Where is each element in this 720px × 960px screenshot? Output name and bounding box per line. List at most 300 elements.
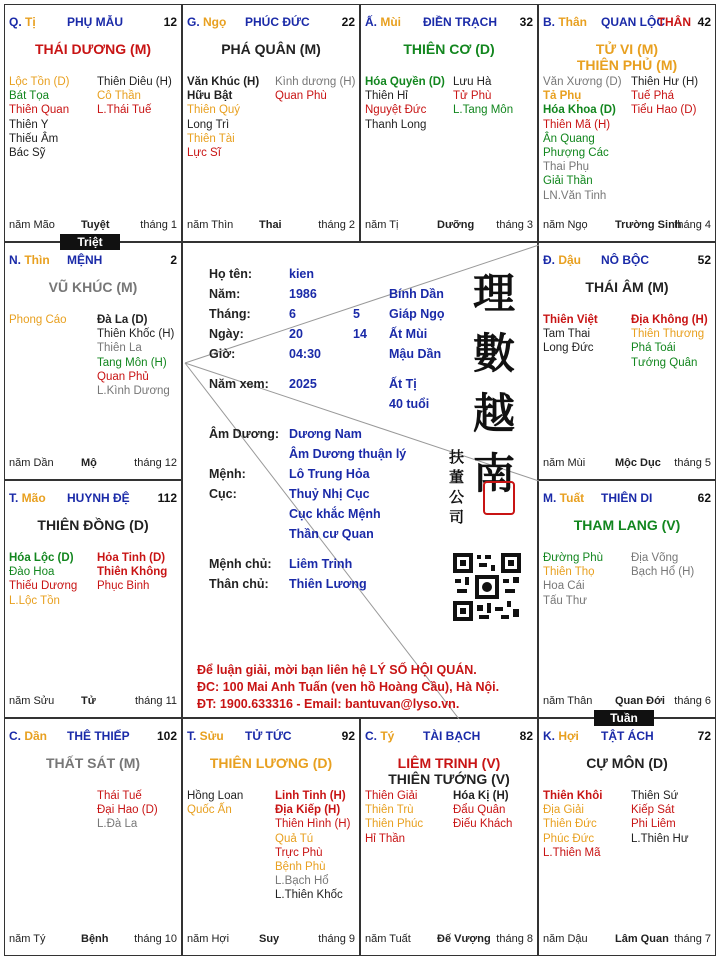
- palace-year: năm Tuất: [365, 933, 411, 945]
- palace-name: THÊ THIẾP: [67, 729, 130, 743]
- age: 40 tuổi: [389, 397, 430, 411]
- palace-ngo: [182, 4, 360, 242]
- seal-small-1: 扶: [449, 448, 465, 466]
- minor-star: Thanh Long: [365, 118, 427, 131]
- palace-footer: [365, 933, 533, 947]
- minor-star: Phúc Đức: [543, 832, 595, 845]
- minor-star: Điếu Khách: [453, 818, 513, 831]
- minor-star: Long Trì: [187, 118, 230, 131]
- main-star: THẤT SÁT (M): [45, 755, 141, 771]
- amduong-value: Dương Nam: [289, 427, 362, 441]
- palace-month: tháng 9: [318, 933, 355, 945]
- palace-branch: [543, 15, 587, 29]
- minor-star: Thiếu Dương: [9, 580, 78, 593]
- palace-stage: Suy: [259, 933, 280, 945]
- day-label: Ngày:: [209, 327, 244, 341]
- star-column-left: [543, 551, 603, 608]
- palace-year: năm Hợi: [187, 933, 230, 945]
- palace-stem: B.: [543, 15, 559, 29]
- minor-star: L.Kình Dương: [97, 385, 170, 398]
- minor-star: Đà La (D): [97, 314, 148, 326]
- hour-value: 04:30: [289, 347, 321, 361]
- palace-branch-name: Hợi: [558, 729, 579, 743]
- minor-star: Thiếu Âm: [9, 132, 59, 145]
- star-column-left: [9, 313, 67, 327]
- contact-address: ĐC: 100 Mai Anh Tuấn (ven hồ Hoàng Cầu), Hà Nội.: [197, 680, 500, 694]
- year-label: Năm:: [209, 287, 241, 301]
- minor-star: Thiên Tài: [187, 132, 235, 145]
- month-value: 6: [289, 307, 296, 321]
- cuc-note: Cục khắc Mệnh: [289, 507, 381, 521]
- hour-canchi: Mậu Dần: [389, 347, 442, 361]
- minor-star: Kình dương (H): [275, 76, 356, 88]
- minor-star: Quốc Ấn: [187, 804, 232, 817]
- minor-star: Thiên Hư (H): [631, 76, 699, 88]
- palace-stage: Tử: [81, 695, 96, 707]
- palace-header: [365, 729, 533, 745]
- palace-stem: T.: [187, 729, 200, 743]
- minor-star: Phục Binh: [97, 580, 150, 593]
- palace-stem: K.: [543, 729, 559, 743]
- minor-star: Thiên Thương: [631, 328, 705, 341]
- main-star: THIÊN ĐỒNG (D): [37, 517, 149, 533]
- minor-star: Bát Tọa: [9, 90, 50, 103]
- minor-star: Hóa Khoa (D): [543, 104, 616, 117]
- palace-stem: C.: [365, 729, 381, 743]
- main-star: THIÊN LƯƠNG (D): [209, 755, 333, 771]
- palace-hoi: [538, 718, 716, 956]
- triet-marker: Triệt: [60, 234, 120, 250]
- palace-dan: [4, 718, 182, 956]
- palace-footer: [365, 219, 533, 233]
- palace-mui: [360, 4, 538, 242]
- day-canchi: Ất Mùi: [389, 327, 428, 341]
- minor-star: Hoa Cái: [543, 580, 585, 593]
- minor-star: Thai Phụ: [543, 161, 590, 174]
- seal-small-4: 司: [449, 508, 465, 526]
- palace-footer: [543, 219, 711, 233]
- palace-number: 52: [697, 253, 711, 267]
- palace-branch: [543, 491, 584, 505]
- minor-star: Thiên Khốc (H): [97, 328, 175, 341]
- tuan-marker: Tuần: [594, 710, 654, 726]
- minor-star: Thiên Sứ: [631, 790, 679, 802]
- palace-number: 42: [697, 15, 711, 29]
- minor-star: L.Thiên Khốc: [275, 889, 343, 902]
- palace-name: THIÊN DI: [601, 491, 653, 505]
- star-column-left: [187, 789, 243, 817]
- palace-stem: T.: [9, 491, 22, 505]
- minor-star: Bác Sỹ: [9, 147, 46, 160]
- seal-char-3: 越: [473, 389, 516, 438]
- palace-header: [365, 15, 533, 31]
- star-column-left: [365, 789, 423, 846]
- star-column-right: [453, 789, 512, 832]
- palace-stem: C.: [9, 729, 25, 743]
- day-lunar: 14: [353, 327, 367, 341]
- minor-star: Phượng Các: [543, 147, 609, 160]
- palace-branch-name: Sửu: [199, 729, 224, 743]
- minor-star: Lộc Tồn (D): [9, 76, 70, 88]
- palace-header: [9, 15, 177, 31]
- palace-month: tháng 12: [134, 457, 177, 469]
- minor-star: Hỏa Tinh (D): [97, 552, 166, 564]
- seal-small-2: 董: [449, 468, 465, 486]
- center-info-panel: [182, 242, 538, 718]
- seal-char-2: 數: [473, 329, 516, 378]
- tuvi-chart: [4, 4, 716, 956]
- minor-star: Thiên Đức: [543, 818, 597, 831]
- minor-star: Thiên Hỉ: [365, 90, 408, 103]
- palace-stem: N.: [9, 253, 25, 267]
- cuc-label: Cục:: [209, 487, 237, 501]
- palace-stem: G.: [187, 15, 204, 29]
- seal-char-1: 理: [473, 269, 516, 318]
- main-star: VŨ KHÚC (M): [48, 279, 138, 295]
- palace-number: 62: [697, 491, 711, 505]
- minor-star: Phi Liêm: [631, 818, 676, 831]
- minor-star: Thiên Không: [97, 566, 168, 579]
- minor-star: Ân Quang: [543, 132, 595, 145]
- palace-branch-name: Dậu: [558, 253, 582, 267]
- palace-year: năm Mão: [9, 219, 55, 231]
- palace-footer: [9, 457, 177, 471]
- palace-mao: [4, 480, 182, 718]
- menh-chu-value: Liêm Trinh: [289, 557, 353, 571]
- than-marker: THÂN: [657, 15, 691, 29]
- minor-star: L.Đà La: [97, 818, 138, 831]
- view-year-value: 2025: [289, 377, 317, 391]
- palace-branch: [543, 729, 579, 743]
- amduong-note: Âm Dương thuận lý: [289, 447, 407, 461]
- minor-star: Thiên Mã (H): [543, 118, 611, 131]
- palace-branch: [9, 491, 46, 505]
- menh-value: Lô Trung Hỏa: [289, 467, 370, 481]
- palace-number: 32: [519, 15, 533, 29]
- palace-header: [9, 491, 177, 507]
- palace-name: NÔ BỘC: [601, 253, 649, 267]
- red-stamp-icon: [483, 481, 515, 515]
- palace-stage: Dưỡng: [437, 219, 475, 231]
- palace-year: năm Mùi: [543, 457, 586, 469]
- name-value: kien: [289, 267, 315, 281]
- star-column-left: [543, 789, 602, 860]
- palace-branch: [187, 15, 226, 29]
- palace-year: năm Dậu: [543, 933, 588, 945]
- contact-phone-email[interactable]: ĐT: 1900.633316 - Email: bantuvan@lyso.vn.: [197, 697, 460, 711]
- minor-star: Tả Phụ: [543, 90, 582, 103]
- main-star: LIÊM TRINH (V): [397, 755, 501, 771]
- star-column-right: [97, 75, 172, 118]
- palace-name: TẬT ÁCH: [601, 729, 654, 743]
- palace-month: tháng 10: [134, 933, 177, 945]
- palace-month: tháng 11: [134, 695, 177, 707]
- palace-branch-name: Tý: [380, 729, 395, 743]
- minor-star: L.Thái Tuế: [97, 104, 152, 117]
- minor-star: Thiên Khôi: [543, 790, 603, 802]
- palace-branch-name: Thân: [558, 15, 588, 29]
- menh-chu-label: Mệnh chủ:: [209, 557, 272, 571]
- palace-year: năm Ngọ: [543, 219, 588, 231]
- than-chu-value: Thiên Lương: [289, 577, 367, 591]
- minor-star: Tam Thai: [543, 328, 591, 341]
- main-star: THÁI ÂM (M): [585, 279, 669, 295]
- view-canchi: Ất Tị: [389, 377, 417, 391]
- star-column-left: [365, 75, 445, 132]
- star-column-right: [631, 789, 689, 846]
- minor-star: Thiên Hình (H): [275, 818, 351, 831]
- minor-star: Hỉ Thần: [365, 832, 406, 845]
- palace-suu: [182, 718, 360, 956]
- palace-year: năm Dần: [9, 457, 54, 469]
- minor-star: L.Bạch Hổ: [275, 875, 329, 888]
- palace-branch-name: Dần: [24, 729, 48, 743]
- star-column-right: [97, 789, 158, 832]
- seal-char-4: 南: [473, 449, 516, 498]
- star-column-left: [543, 75, 622, 203]
- minor-star: Thiên Quý: [187, 104, 241, 117]
- palace-month: tháng 8: [496, 933, 533, 945]
- palace-name: MỆNH: [67, 253, 103, 267]
- cuc-note2: Thần cư Quan: [289, 527, 374, 541]
- palace-tuat: [538, 480, 716, 718]
- palace-stem: Ấ.: [365, 15, 381, 29]
- minor-star: Thiên Y: [9, 118, 49, 131]
- month-label: Tháng:: [209, 307, 251, 321]
- year-value: 1986: [289, 287, 317, 301]
- palace-stage: Thai: [259, 219, 282, 231]
- palace-branch: [365, 729, 394, 743]
- palace-branch: [9, 15, 36, 29]
- main-star: PHÁ QUÂN (M): [221, 41, 321, 57]
- minor-star: Kiếp Sát: [631, 804, 675, 817]
- palace-stem: M.: [543, 491, 560, 505]
- palace-year: năm Thìn: [187, 219, 234, 231]
- minor-star: Quan Phù: [275, 90, 327, 103]
- minor-star: Thiên Phúc: [365, 818, 424, 831]
- palace-footer: [9, 933, 177, 947]
- minor-star: Quả Tú: [275, 832, 314, 845]
- palace-footer: [187, 933, 355, 947]
- minor-star: Lực Sĩ: [187, 147, 221, 160]
- year-canchi: Bính Dần: [389, 287, 444, 301]
- minor-star: Hóa Quyền (D): [365, 76, 445, 88]
- minor-star: Địa Giải: [543, 804, 584, 817]
- minor-star: Đào Hoa: [9, 566, 55, 579]
- palace-branch: [543, 253, 581, 267]
- star-column-right: [631, 75, 698, 118]
- palace-month: tháng 5: [674, 457, 711, 469]
- palace-than: [538, 4, 716, 242]
- minor-star: Thiên La: [97, 342, 142, 355]
- day-value: 20: [289, 327, 303, 341]
- palace-name: TỬ TỨC: [245, 729, 292, 743]
- main-star: THAM LANG (V): [573, 517, 681, 533]
- palace-branch: [9, 253, 50, 267]
- minor-star: Nguyệt Đức: [365, 104, 427, 117]
- minor-star: Phá Toái: [631, 342, 676, 355]
- star-column-right: [275, 75, 355, 103]
- palace-stage: Đế Vượng: [437, 933, 491, 945]
- amduong-label: Âm Dương:: [209, 427, 280, 441]
- palace-footer: [187, 219, 355, 233]
- minor-star: Địa Võng: [631, 552, 679, 564]
- minor-star: Trực Phù: [275, 846, 323, 859]
- palace-month: tháng 6: [674, 695, 711, 707]
- minor-star: Bệnh Phù: [275, 861, 326, 874]
- minor-star: Phong Cáo: [9, 314, 67, 326]
- palace-stage: Mộ: [81, 457, 97, 469]
- minor-star: Thiên Giải: [365, 790, 418, 802]
- minor-star: Quan Phủ: [97, 370, 149, 383]
- minor-star: Thái Tuế: [97, 790, 142, 802]
- palace-number: 102: [156, 729, 177, 743]
- palace-name: ĐIỀN TRẠCH: [423, 15, 497, 29]
- main-star: TỬ VI (M): [595, 41, 659, 57]
- minor-star: Tử Phù: [453, 90, 492, 103]
- palace-number: 12: [163, 15, 177, 29]
- month-canchi: Giáp Ngọ: [389, 307, 445, 321]
- minor-star: Thiên Diêu (H): [97, 76, 172, 88]
- minor-star: LN.Văn Tinh: [543, 189, 607, 202]
- palace-name: PHỤ MẪU: [67, 15, 123, 29]
- palace-stem: Q.: [9, 15, 26, 29]
- star-column-right: [631, 313, 708, 370]
- minor-star: Linh Tinh (H): [275, 790, 346, 802]
- palace-branch-name: Mùi: [380, 15, 402, 29]
- palace-footer: [543, 695, 711, 709]
- minor-star: Hóa Lộc (D): [9, 552, 74, 564]
- palace-branch: [365, 15, 401, 29]
- palace-branch-name: Ngọ: [203, 15, 227, 29]
- contact-invite: Để luận giải, mời bạn liên hệ LÝ SỐ HỘI QUÁN.: [197, 663, 477, 677]
- minor-star: Lưu Hà: [453, 76, 492, 88]
- star-column-left: [9, 551, 77, 608]
- main-star: THIÊN PHỦ (M): [576, 57, 678, 73]
- palace-stage: Quan Đới: [615, 695, 665, 707]
- palace-stage: Trường Sinh: [615, 219, 682, 231]
- minor-star: L.Lộc Tồn: [9, 594, 60, 607]
- minor-star: Đẩu Quân: [453, 804, 506, 817]
- main-star: THÁI DƯƠNG (M): [34, 41, 152, 57]
- qr-code-icon[interactable]: [451, 551, 523, 623]
- palace-header: [187, 729, 355, 745]
- palace-number: 72: [697, 729, 711, 743]
- minor-star: Đại Hao (D): [97, 804, 158, 817]
- seal-small-3: 公: [449, 488, 465, 506]
- palace-stem: Đ.: [543, 253, 559, 267]
- minor-star: Bạch Hổ (H): [631, 566, 695, 579]
- palace-number: 2: [170, 253, 177, 267]
- palace-header: [187, 15, 355, 31]
- minor-star: Tiểu Hao (D): [631, 104, 697, 117]
- minor-star: L.Thiên Hư: [631, 832, 689, 845]
- palace-name: HUYNH ĐỆ: [67, 491, 130, 505]
- palace-header: [543, 15, 711, 31]
- palace-branch-name: Mão: [21, 491, 46, 505]
- cuc-value: Thuỷ Nhị Cục: [289, 487, 370, 501]
- palace-month: tháng 4: [674, 219, 711, 231]
- palace-footer: [9, 219, 177, 233]
- palace-year: năm Tị: [365, 219, 399, 231]
- palace-month: tháng 3: [496, 219, 533, 231]
- minor-star: Long Đức: [543, 342, 594, 355]
- month-lunar: 5: [353, 307, 360, 321]
- star-column-right: [631, 551, 694, 579]
- minor-star: Thiên Thọ: [543, 566, 595, 579]
- star-column-right: [275, 789, 350, 903]
- main-star: CỰ MÔN (D): [586, 755, 668, 771]
- main-star: THIÊN CƠ (D): [403, 41, 495, 57]
- minor-star: L.Thiên Mã: [543, 846, 601, 859]
- minor-star: Cô Thần: [97, 90, 141, 103]
- star-column-left: [187, 75, 259, 160]
- palace-stage: Tuyệt: [81, 219, 110, 231]
- palace-month: tháng 1: [140, 219, 177, 231]
- palace-year: năm Thân: [543, 695, 593, 707]
- minor-star: Thiên Trù: [365, 804, 414, 817]
- palace-branch: [9, 729, 47, 743]
- menh-label: Mệnh:: [209, 467, 246, 481]
- minor-star: Thiên Quan: [9, 104, 70, 117]
- palace-number: 82: [519, 729, 533, 743]
- minor-star: Văn Khúc (H): [187, 76, 260, 88]
- palace-stage: Bệnh: [81, 933, 109, 945]
- hour-label: Giờ:: [209, 347, 236, 361]
- palace-ty: [360, 718, 538, 956]
- palace-branch: [187, 729, 224, 743]
- palace-month: tháng 7: [674, 933, 711, 945]
- minor-star: Giải Thần: [543, 175, 593, 188]
- minor-star: Địa Kiếp (H): [275, 804, 341, 817]
- minor-star: Tướng Quân: [631, 356, 698, 369]
- minor-star: Đường Phù: [543, 552, 603, 564]
- palace-header: [9, 253, 177, 269]
- palace-thin: [4, 242, 182, 480]
- star-column-right: [97, 551, 167, 594]
- star-column-left: [9, 75, 70, 160]
- star-column-left: [543, 313, 598, 356]
- view-year-label: Năm xem:: [209, 377, 269, 391]
- palace-stage: Lâm Quan: [615, 933, 669, 945]
- palace-year: năm Tý: [9, 933, 46, 945]
- palace-number: 112: [157, 491, 177, 505]
- palace-name: PHÚC ĐỨC: [245, 15, 310, 29]
- palace-footer: [543, 933, 711, 947]
- palace-footer: [9, 695, 177, 709]
- palace-header: [543, 253, 711, 269]
- palace-dau: [538, 242, 716, 480]
- minor-star: Tấu Thư: [543, 594, 587, 607]
- name-label: Họ tên:: [209, 267, 253, 281]
- palace-ti: [4, 4, 182, 242]
- palace-footer: [543, 457, 711, 471]
- palace-month: tháng 2: [318, 219, 355, 231]
- minor-star: Hóa Kị (H): [453, 790, 509, 802]
- palace-branch-name: Tuất: [559, 491, 585, 505]
- minor-star: Hồng Loan: [187, 790, 244, 802]
- palace-name: TÀI BẠCH: [423, 729, 481, 743]
- minor-star: Tuế Phá: [631, 90, 675, 103]
- palace-header: [543, 729, 711, 745]
- palace-header: [543, 491, 711, 507]
- palace-stage: Mộc Dục: [615, 457, 661, 469]
- palace-name: QUAN LỘC: [601, 15, 665, 29]
- palace-header: [9, 729, 177, 745]
- star-column-right: [453, 75, 513, 118]
- minor-star: Tang Môn (H): [97, 356, 167, 369]
- main-star: THIÊN TƯỚNG (V): [388, 771, 510, 787]
